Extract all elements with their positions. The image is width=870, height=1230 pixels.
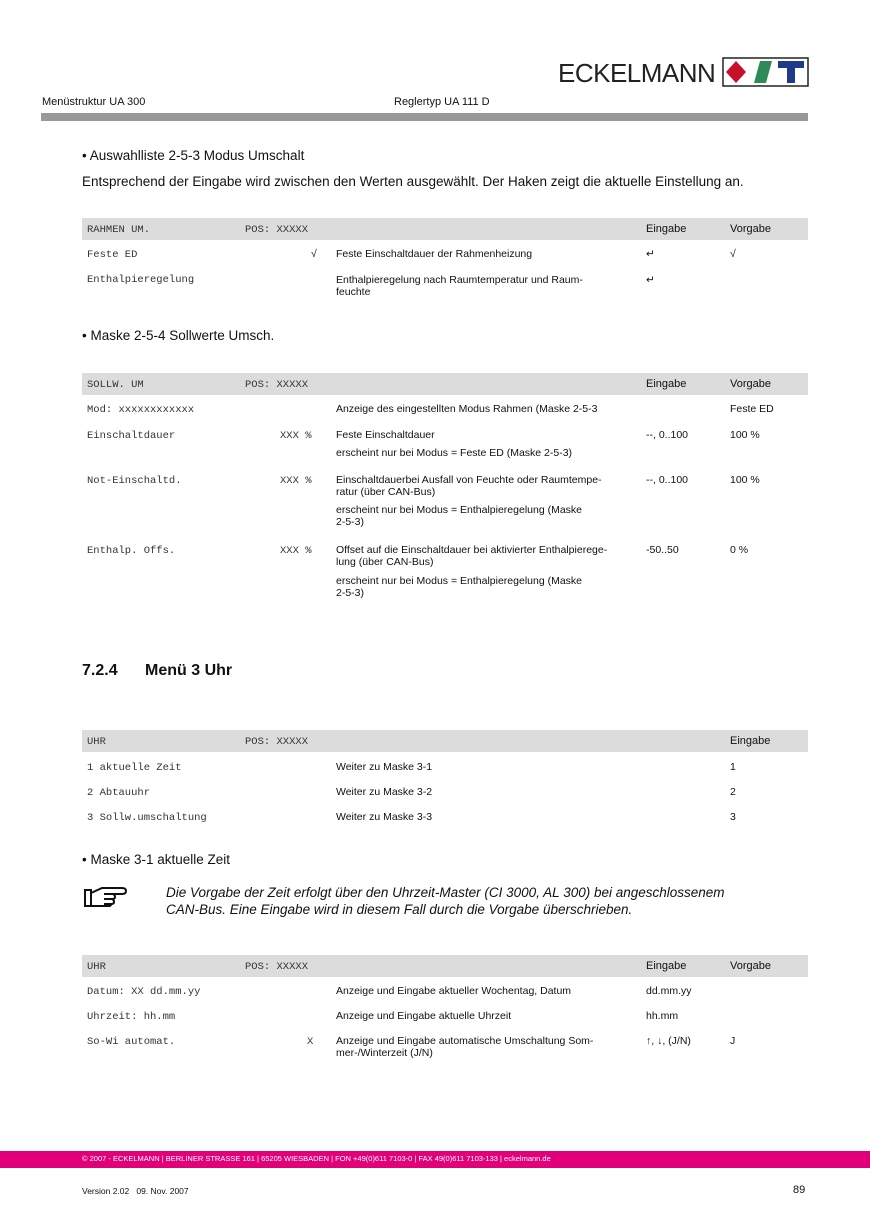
table-row: Not-Einschaltd. xyxy=(87,475,182,487)
row-eingabe: ↵ xyxy=(646,248,655,260)
row-vorgabe: 0 % xyxy=(730,544,749,556)
row-desc: Enthalpieregelung nach Raumtemperatur und Raum- xyxy=(336,274,583,286)
note-text: Die Vorgabe der Zeit erfolgt über den Uhrzeit-Master (CI 3000, AL 300) bei angeschlossenem xyxy=(166,885,725,900)
section-title: Menü 3 Uhr xyxy=(145,662,233,679)
table-title: UHR xyxy=(87,736,106,748)
row-vorgabe: 100 % xyxy=(730,429,760,441)
row-eingabe: --, 0..100 xyxy=(646,429,689,441)
table-pos: POS: XXXXX xyxy=(245,224,309,236)
row-eingabe: hh.mm xyxy=(646,1010,679,1022)
row-note: erscheint nur bei Modus = Enthalpieregelung (Maske xyxy=(336,504,583,516)
row-value: XXX % xyxy=(280,475,312,487)
table-row: Enthalp. Offs. xyxy=(87,545,176,557)
brand-name: ECKELMANN xyxy=(558,58,716,88)
row-desc: Anzeige und Eingabe aktueller Wochentag, Datum xyxy=(336,985,572,997)
row-eingabe: ↑, ↓, (J/N) xyxy=(646,1035,691,1047)
section4-bullet: • Maske 3-1 aktuelle Zeit xyxy=(82,852,231,867)
table-row: 2 Abtauuhr xyxy=(87,787,151,799)
row-desc: ratur (über CAN-Bus) xyxy=(336,486,436,498)
table-header xyxy=(82,373,808,395)
table-pos: POS: XXXXX xyxy=(245,379,309,391)
footer-version: Version 2.02 09. Nov. 2007 xyxy=(82,1186,189,1196)
row-desc: Anzeige und Eingabe automatische Umschaltung Som- xyxy=(336,1035,594,1047)
section1-bullet: • Auswahlliste 2-5-3 Modus Umschalt xyxy=(82,148,305,163)
table-row: 1 aktuelle Zeit xyxy=(87,762,182,774)
table-row: Datum: XX dd.mm.yy xyxy=(87,986,201,998)
row-value: XXX % xyxy=(280,430,312,442)
table-row: Feste ED xyxy=(87,249,138,261)
table-row: Enthalpieregelung xyxy=(87,274,195,286)
row-eingabe: ↵ xyxy=(646,274,655,286)
section-number: 7.2.4 xyxy=(82,662,118,679)
col-vorgabe: Vorgabe xyxy=(730,378,771,390)
row-desc: Feste Einschaltdauer der Rahmenheizung xyxy=(336,248,533,260)
table-row: Uhrzeit: hh.mm xyxy=(87,1011,176,1023)
header-center: Reglertyp UA 111 D xyxy=(394,96,490,108)
table-row: Mod: xxxxxxxxxxxx xyxy=(87,404,195,416)
table-header xyxy=(82,218,808,240)
col-eingabe: Eingabe xyxy=(646,960,687,972)
row-desc: Offset auf die Einschaltdauer bei aktivierter Enthalpierege- xyxy=(336,544,608,556)
row-vorgabe: J xyxy=(730,1035,736,1047)
row-desc: Weiter zu Maske 3-2 xyxy=(336,786,433,798)
row-value: X xyxy=(307,1036,314,1048)
row-vorgabe: √ xyxy=(730,248,736,260)
header-rule xyxy=(41,113,808,121)
row-note: 2-5-3) xyxy=(336,516,365,528)
row-desc: Anzeige und Eingabe aktuelle Uhrzeit xyxy=(336,1010,512,1022)
table-pos: POS: XXXXX xyxy=(245,736,309,748)
row-value: √ xyxy=(311,248,317,260)
row-desc: Weiter zu Maske 3-1 xyxy=(336,761,433,773)
table-row: So-Wi automat. xyxy=(87,1036,176,1048)
row-eingabe: --, 0..100 xyxy=(646,474,689,486)
note-text: CAN-Bus. Eine Eingabe wird in diesem Fall durch die Vorgabe überschrieben. xyxy=(166,902,633,917)
row-desc: feuchte xyxy=(336,286,371,298)
row-eingabe: 2 xyxy=(730,786,736,798)
table-title: SOLLW. UM xyxy=(87,379,144,391)
footer-address: © 2007 - ECKELMANN | BERLINER STRASSE 161 | 65205 WIESBADEN | FON +49(0)611 7103-0 | FAX 49(0)611 7103-133 | eckelmann.de xyxy=(82,1154,551,1163)
row-desc: Feste Einschaltdauer xyxy=(336,429,435,441)
table-pos: POS: XXXXX xyxy=(245,961,309,973)
table-header xyxy=(82,955,808,977)
header-left: Menüstruktur UA 300 xyxy=(42,96,146,108)
col-vorgabe: Vorgabe xyxy=(730,223,771,235)
pointing-hand-icon xyxy=(82,884,128,910)
page-number: 89 xyxy=(793,1184,806,1196)
section1-intro: Entsprechend der Eingabe wird zwischen den Werten ausgewählt. Der Haken zeigt die aktuelle Einstellung an. xyxy=(82,174,744,189)
row-desc: Weiter zu Maske 3-3 xyxy=(336,811,433,823)
table-row: 3 Sollw.umschaltung xyxy=(87,812,207,824)
table-header xyxy=(82,730,808,752)
col-eingabe: Eingabe xyxy=(646,223,687,235)
table-row: Einschaltdauer xyxy=(87,430,176,442)
row-desc: Einschaltdauerbei Ausfall von Feuchte oder Raumtempe- xyxy=(336,474,602,486)
row-desc: Anzeige des eingestellten Modus Rahmen (Maske 2-5-3 xyxy=(336,403,598,415)
row-desc: mer-/Winterzeit (J/N) xyxy=(336,1047,433,1059)
row-note: erscheint nur bei Modus = Feste ED (Maske 2-5-3) xyxy=(336,447,573,459)
col-vorgabe: Vorgabe xyxy=(730,960,771,972)
table-title: UHR xyxy=(87,961,106,973)
col-eingabe: Eingabe xyxy=(646,378,687,390)
section2-bullet: • Maske 2-5-4 Sollwerte Umsch. xyxy=(82,328,275,343)
eckelmann-logo-icon xyxy=(722,57,809,87)
row-eingabe: -50..50 xyxy=(646,544,679,556)
col-eingabe: Eingabe xyxy=(730,735,771,747)
row-eingabe: dd.mm.yy xyxy=(646,985,692,997)
row-vorgabe: Feste ED xyxy=(730,403,774,415)
row-vorgabe: 100 % xyxy=(730,474,760,486)
row-value: XXX % xyxy=(280,545,312,557)
table-title: RAHMEN UM. xyxy=(87,224,151,236)
row-eingabe: 3 xyxy=(730,811,736,823)
row-eingabe: 1 xyxy=(730,761,736,773)
row-desc: lung (über CAN-Bus) xyxy=(336,556,434,568)
row-note: erscheint nur bei Modus = Enthalpieregelung (Maske xyxy=(336,575,583,587)
row-note: 2-5-3) xyxy=(336,587,365,599)
